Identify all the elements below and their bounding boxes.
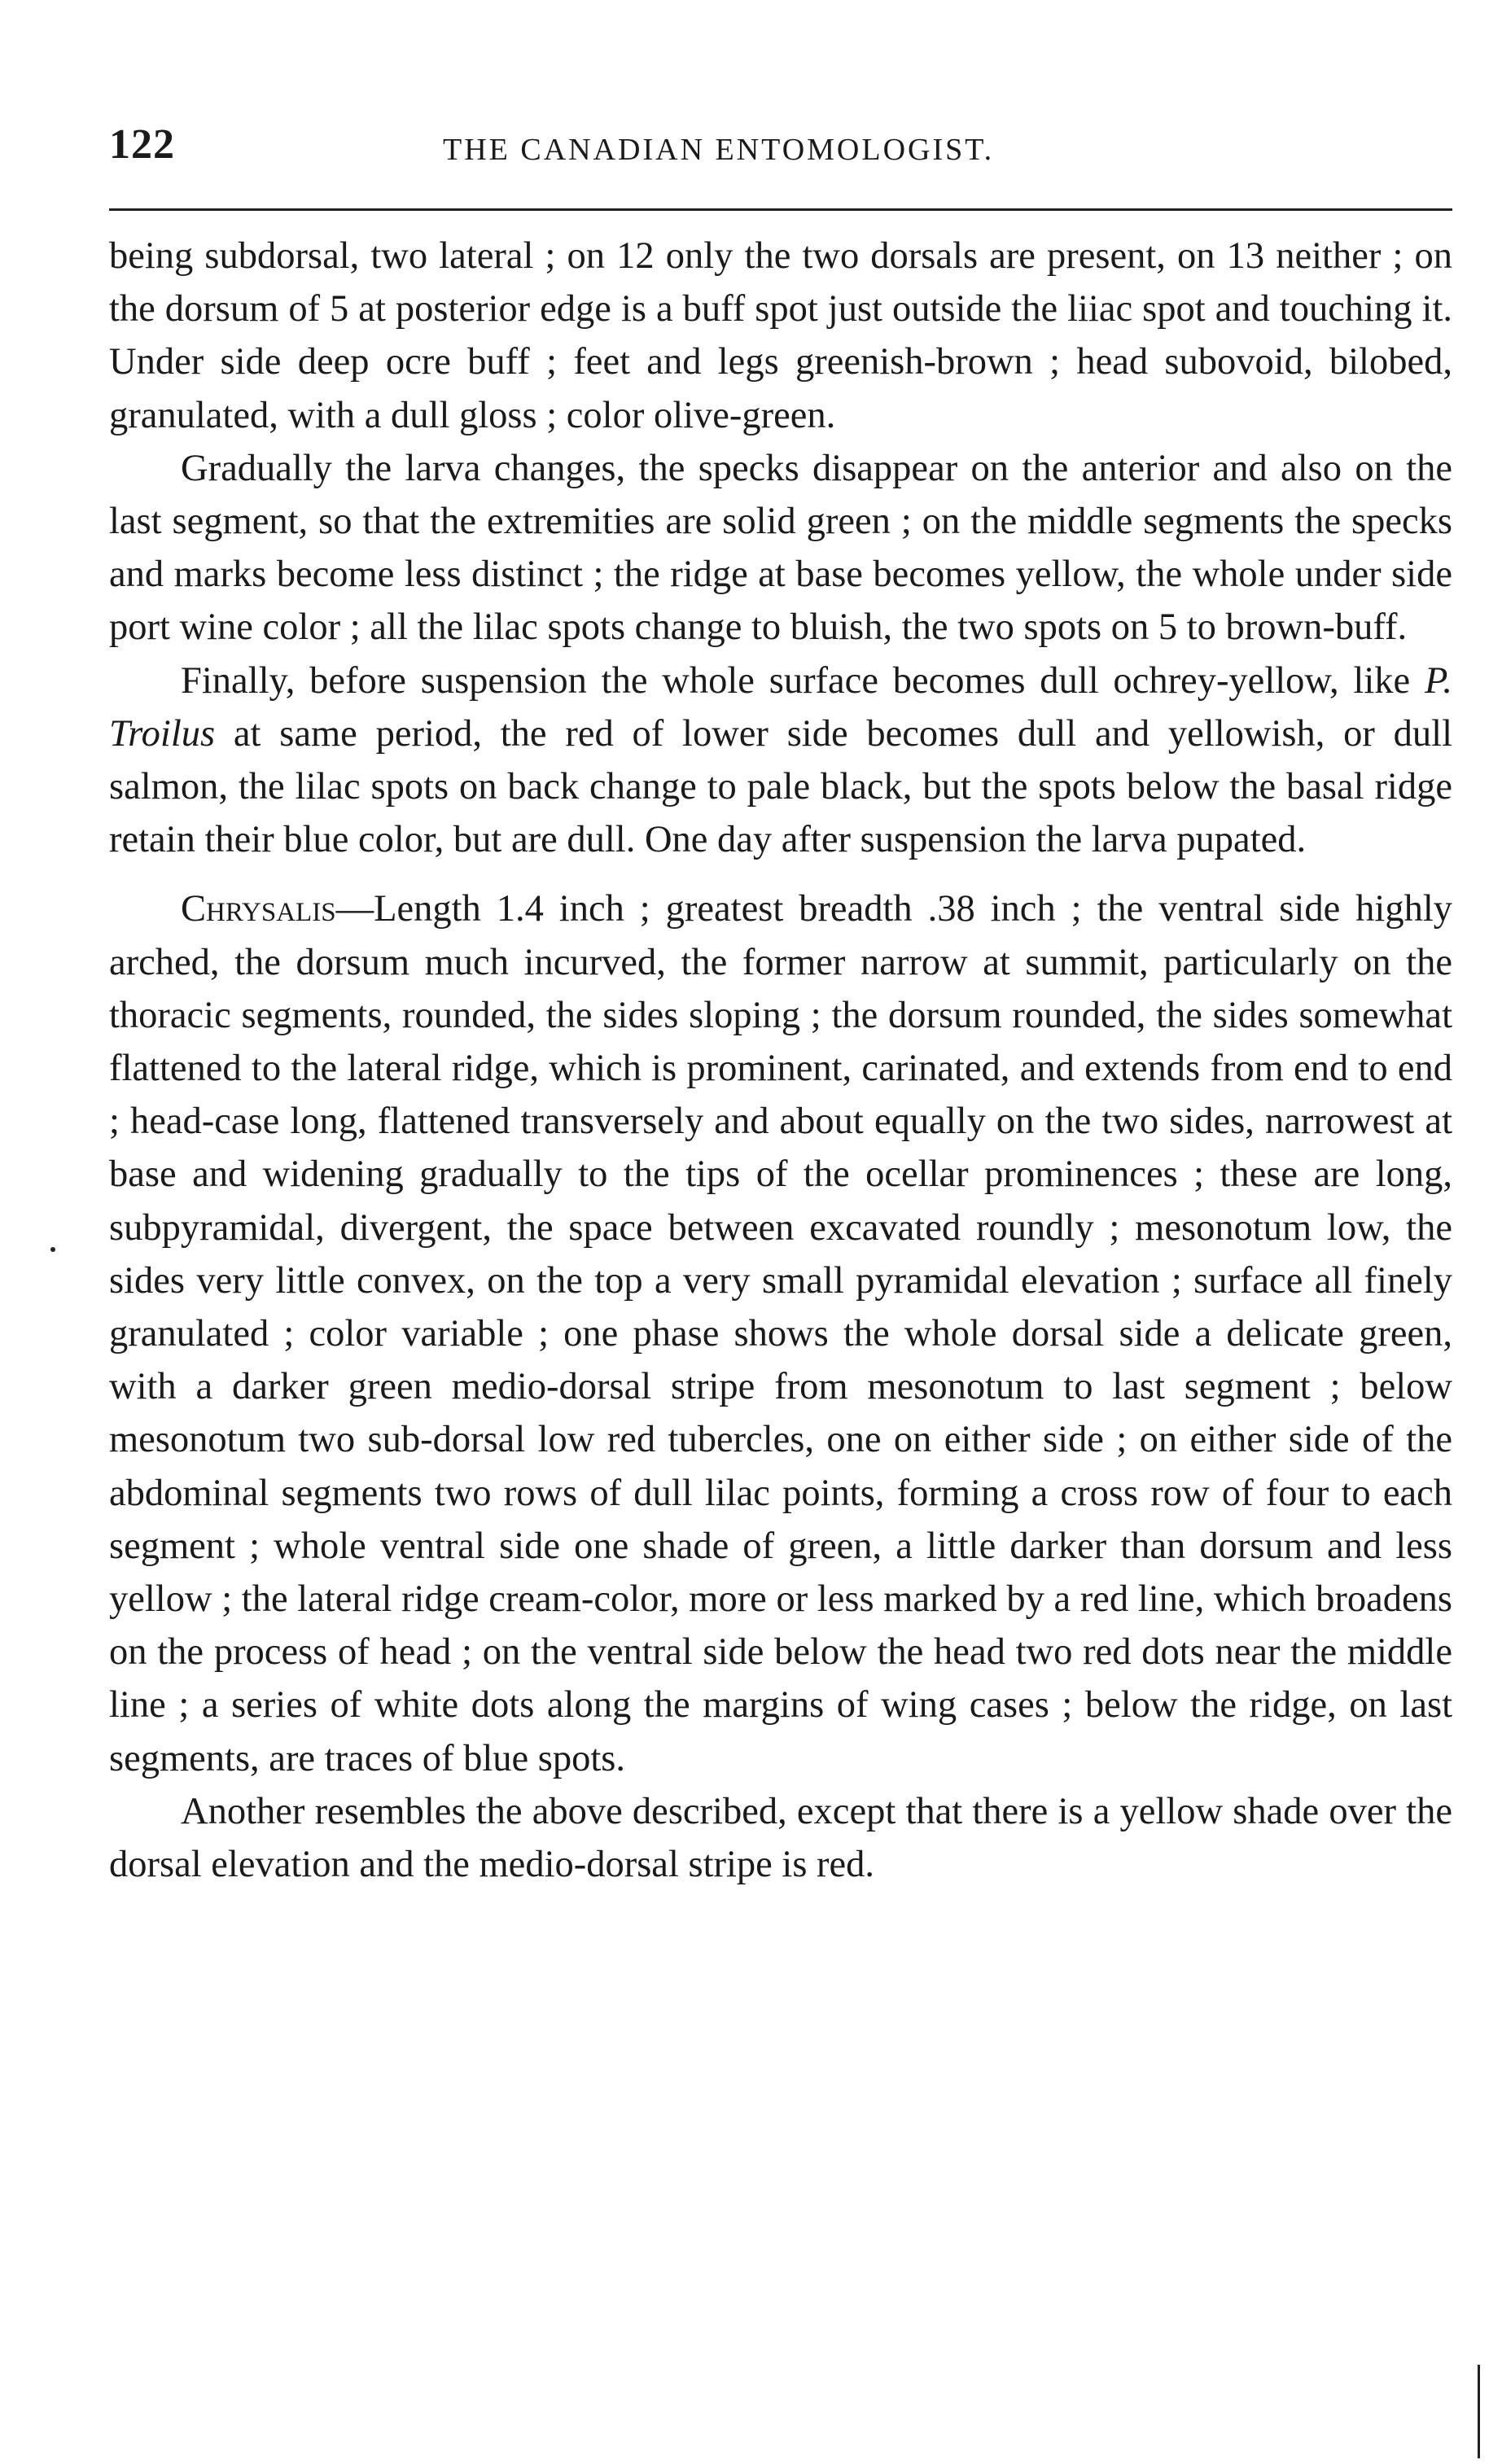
page-header (109, 120, 1452, 177)
header-rule (109, 208, 1452, 211)
species-name: P. Troilus (109, 659, 1452, 755)
scan-mark-dot (50, 1247, 55, 1252)
body-text (109, 230, 1452, 1891)
paragraph-3-part-2: at same period, the red of lower side becomes dull and yellowish, or dull salmon, the lilac spots on back change to pale black, but the spots below the basal ridge retain their blue color, but are dull. One day after suspension the larva pupated. (109, 712, 1452, 861)
paragraph-2: Gradually the larva changes, the specks disappear on the anterior and also on the last segment, so that the extremities are solid green ; on the middle segments the specks and marks become less distinct ; the ridge at base becomes yellow, the whole under side port wine color ; all the lilac spots change to bluish, the two spots on 5 to brown-buff. (109, 447, 1452, 649)
section-heading-chrysalis: Chrysalis (181, 888, 336, 930)
paragraph-1: being subdorsal, two lateral ; on 12 only the two dorsals are present, on 13 neither ; on the dorsum of 5 at posterior edge is a buff spot just outside the liiac spot and touching it. Under side deep ocre buff ; feet and legs greenish-brown ; head subovoid, bilobed, granulated, with a dull gloss ; color olive-green. (109, 235, 1452, 436)
paragraph-4 (109, 882, 1452, 1784)
page-number: 122 (109, 121, 175, 168)
paragraph-5: Another resembles the above described, except that there is a yellow shade over the dorsal elevation and the medio-dorsal stripe is red. (109, 1790, 1452, 1886)
scan-mark-line (1478, 2365, 1480, 2458)
paragraph-3-part-1: Finally, before suspension the whole surface becomes dull ochrey-yellow, like (181, 659, 1425, 702)
paragraph-3 (109, 654, 1452, 867)
paragraph-4-text: —Length 1.4 inch ; greatest breadth .38 inch ; the ventral side highly arched, the dorsum much incurved, the former narrow at summit, particularly on the thoracic segments, rounded, the sides sloping ; the dorsum rounded, the sides somewhat flattened to the lateral ridge, which is prominent, carinated, and extends from end to end ; head-case long, flattened transversely and about equally on the two sides, narrowest at base and widening gradually to the tips of the ocellar prominences ; these are long, subpyramidal, divergent, the space between excavated roundly ; mesonotum low, the sides very little convex, on the top a very small pyramidal elevation ; surface all finely granulated ; color variable ; one phase shows the whole dorsal side a delicate green, with a darker green medio-dorsal stripe from mesonotum to last segment ; below mesonotum two sub-dorsal low red tubercles, one on either side ; on either side of the abdominal segments two rows of dull lilac points, forming a cross row of four to each segment ; whole ventral side one shade of green, a little darker than dorsum and less yellow ; the lateral ridge cream-color, more or less marked by a red line, which broadens on the process of head ; on the ventral side below the head two red dots near the middle line ; a series of white dots along the margins of wing cases ; below the ridge, on last segments, are traces of blue spots. (109, 888, 1452, 1779)
running-head: THE CANADIAN ENTOMOLOGIST. (443, 133, 995, 167)
